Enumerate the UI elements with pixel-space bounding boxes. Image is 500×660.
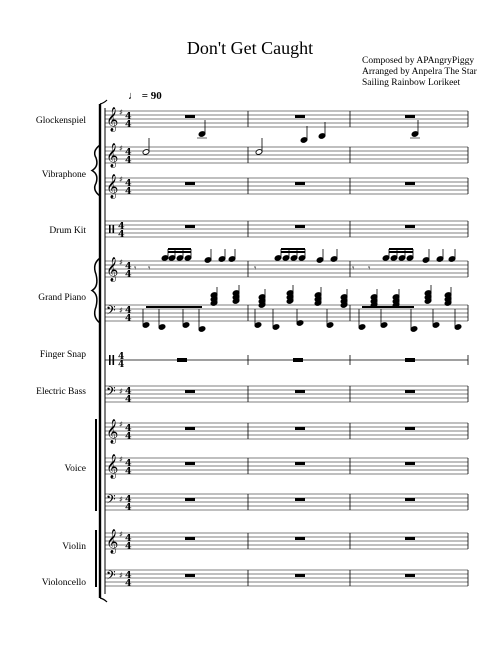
label-violin: Violin [62, 542, 86, 552]
time-sig-top: 4 [125, 533, 132, 544]
whole-rest [295, 390, 305, 393]
time-sig-bottom: 4 [125, 313, 132, 324]
time-sig-top: 4 [125, 111, 132, 122]
sixteenth-rest: 𝄾 [352, 264, 355, 274]
time-sig-top: 4 [118, 221, 125, 232]
lyricist-credit: Sailing Rainbow Lorikeet [362, 78, 461, 88]
label-voice: Voice [64, 464, 86, 474]
whole-rest [405, 498, 415, 501]
whole-rest [185, 498, 195, 501]
label-electric-bass: Electric Bass [36, 387, 86, 397]
whole-rest [295, 225, 305, 228]
whole-rest [185, 427, 195, 430]
treble-clef: 𝄞 [106, 257, 119, 281]
label-violoncello: Violoncello [41, 578, 86, 588]
key-sharp: ♯ [119, 571, 123, 580]
time-sig-top: 4 [125, 494, 132, 505]
whole-rest [295, 574, 305, 577]
whole-rest [293, 358, 303, 362]
key-sharp: ♯ [119, 306, 123, 315]
label-drum-kit: Drum Kit [49, 226, 86, 236]
treble-clef: 𝄞 [106, 143, 119, 167]
time-sig-bottom: 4 [125, 269, 132, 280]
key-sharp: ♯ [119, 387, 123, 396]
whole-rest [185, 225, 195, 228]
sixteenth-rest: 𝄾 [368, 264, 371, 274]
bass-clef: 𝄢 [106, 568, 116, 586]
key-sharp: ♯ [119, 495, 123, 504]
sixteenth-rest: 𝄾 [254, 264, 257, 274]
label-vibraphone: Vibraphone [41, 170, 86, 180]
time-sig-top: 4 [125, 423, 132, 434]
time-sig-top: 4 [125, 386, 132, 397]
treble-clef: 𝄞 [106, 454, 119, 478]
whole-rest [405, 574, 415, 577]
time-sig-bottom: 4 [125, 186, 132, 197]
time-sig-bottom: 4 [118, 360, 125, 370]
time-sig-top: 4 [125, 147, 132, 158]
whole-rest [405, 225, 415, 228]
bass-clef: 𝄢 [106, 384, 116, 402]
time-sig-top: 4 [125, 570, 132, 581]
whole-rest [295, 115, 305, 118]
time-sig-bottom: 4 [125, 394, 132, 405]
time-sig-bottom: 4 [118, 229, 125, 240]
arranger-credit: Arranged by Anpelra The Star [362, 67, 477, 77]
whole-rest [185, 182, 195, 185]
whole-rest [185, 537, 195, 540]
key-sharp: ♯ [119, 108, 123, 117]
whole-rest [185, 574, 195, 577]
sixteenth-rest: 𝄾 [134, 264, 137, 274]
treble-clef: 𝄞 [106, 174, 119, 198]
time-sig-bottom: 4 [125, 155, 132, 166]
time-sig-bottom: 4 [125, 578, 132, 589]
whole-rest [295, 498, 305, 501]
bracket-hook [100, 100, 107, 104]
whole-rest [405, 462, 415, 465]
whole-rest [185, 115, 195, 118]
percussion-clef [109, 355, 111, 365]
treble-clef: 𝄞 [106, 419, 119, 443]
time-sig-top: 4 [125, 178, 132, 189]
whole-rest [405, 182, 415, 185]
composer-credit: Composed by APAngryPiggy [362, 56, 475, 66]
bass-clef: 𝄢 [106, 303, 116, 321]
key-sharp: ♯ [119, 258, 123, 267]
bass-clef: 𝄢 [106, 492, 116, 510]
key-sharp: ♯ [119, 455, 123, 464]
treble-clef: 𝄞 [106, 529, 119, 553]
time-sig-bottom: 4 [125, 466, 132, 477]
whole-rest [405, 115, 415, 118]
bracket-hook [100, 598, 107, 602]
time-sig-bottom: 4 [125, 541, 132, 552]
time-sig-top: 4 [125, 305, 132, 316]
percussion-clef [113, 355, 115, 365]
whole-rest [185, 390, 195, 393]
whole-rest [295, 462, 305, 465]
time-sig-top: 4 [118, 352, 125, 362]
time-sig-bottom: 4 [125, 431, 132, 442]
treble-clef: 𝄞 [106, 107, 119, 131]
label-glockenspiel: Glockenspiel [35, 116, 86, 126]
whole-rest [295, 537, 305, 540]
time-sig-bottom: 4 [125, 119, 132, 130]
whole-rest [405, 537, 415, 540]
percussion-clef [113, 225, 115, 233]
time-sig-top: 4 [125, 458, 132, 469]
whole-rest [405, 390, 415, 393]
key-sharp: ♯ [119, 530, 123, 539]
label-grand-piano: Grand Piano [38, 293, 86, 303]
whole-rest [405, 427, 415, 430]
whole-rest [295, 427, 305, 430]
key-sharp: ♯ [119, 420, 123, 429]
whole-rest [405, 358, 415, 362]
sixteenth-rest: 𝄾 [148, 264, 151, 274]
key-sharp: ♯ [119, 144, 123, 153]
label-finger-snap: Finger Snap [39, 350, 86, 360]
time-sig-top: 4 [125, 261, 132, 272]
time-sig-bottom: 4 [125, 502, 132, 513]
whole-rest [177, 358, 187, 362]
tempo-marking: ♩ = 90 [128, 90, 162, 102]
whole-rest [295, 182, 305, 185]
key-sharp: ♯ [119, 175, 123, 184]
whole-rest [185, 462, 195, 465]
percussion-clef [109, 225, 111, 233]
score-title: Don't Get Caught [186, 38, 314, 58]
